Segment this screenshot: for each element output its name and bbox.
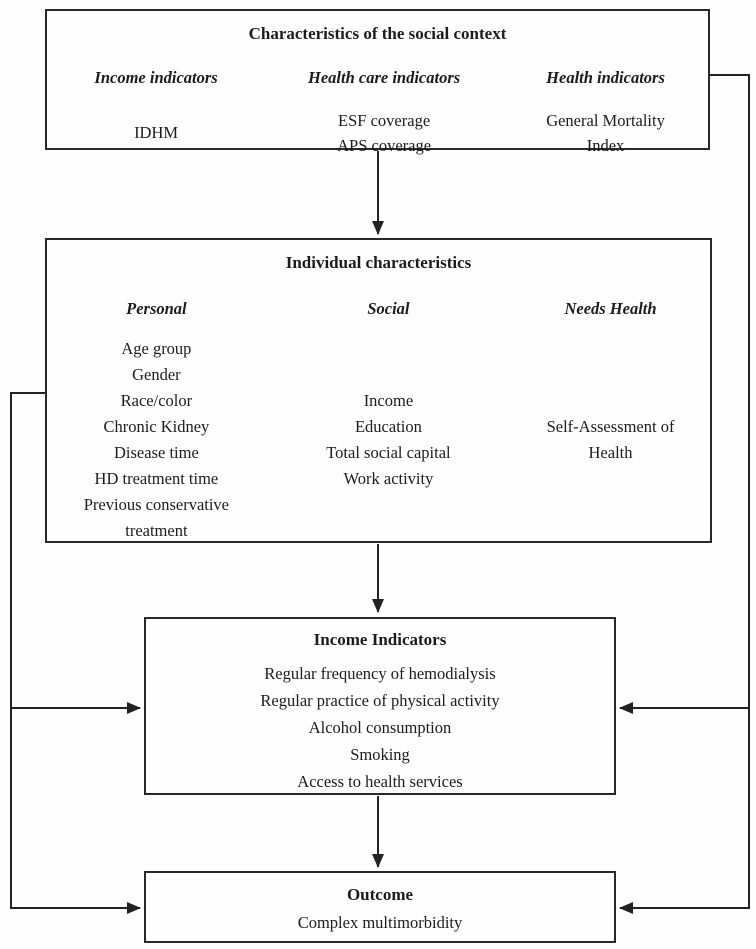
column-social xyxy=(266,297,511,544)
list-item: Chronic Kidney xyxy=(103,417,210,436)
list-item: Alcohol consumption xyxy=(308,718,452,737)
list-item: Regular frequency of hemodialysis xyxy=(264,664,496,683)
list-item: Income xyxy=(363,391,414,410)
list-item: Total social capital xyxy=(326,443,451,462)
list-item: Education xyxy=(354,417,422,436)
list-item: APS coverage xyxy=(337,136,432,155)
list-item: Previous conservative treatment xyxy=(83,495,230,540)
column-personal xyxy=(47,297,266,544)
list-item: IDHM xyxy=(134,123,179,142)
box-income-indicators-title: Income Indicators xyxy=(313,630,447,649)
list-item: Regular practice of physical activity xyxy=(260,691,500,710)
box-individual-characteristics xyxy=(45,238,712,543)
list-item: General Mortality Index xyxy=(546,111,665,155)
column-health-care-indicators xyxy=(265,66,503,158)
list-item: Complex multimorbidity xyxy=(297,913,463,932)
list-item: Race/color xyxy=(120,391,193,410)
list-item: HD treatment time xyxy=(94,469,219,488)
column-income-indicators xyxy=(47,66,265,158)
column-items xyxy=(526,108,686,158)
box-social-context-title: Characteristics of the social context xyxy=(248,24,507,43)
column-health-indicators xyxy=(503,66,708,158)
column-header: Needs Health xyxy=(564,299,657,318)
box-income-indicators xyxy=(144,617,616,795)
list-item: Work activity xyxy=(343,469,434,488)
column-items xyxy=(47,120,265,145)
column-items xyxy=(266,388,511,492)
column-header: Personal xyxy=(126,299,187,318)
social-context-columns xyxy=(47,66,708,158)
income-indicators-items xyxy=(146,660,614,795)
column-items xyxy=(59,336,254,544)
list-item: Access to health services xyxy=(297,772,463,791)
box-individual-title: Individual characteristics xyxy=(285,253,472,272)
column-header: Health care indicators xyxy=(308,68,461,87)
column-items xyxy=(526,414,696,466)
outcome-items xyxy=(146,910,614,936)
list-item: Smoking xyxy=(350,745,410,764)
column-needs-health xyxy=(511,297,710,544)
individual-columns xyxy=(47,297,710,544)
column-header: Income indicators xyxy=(94,68,218,87)
list-item: Age group xyxy=(121,339,192,358)
column-header: Health indicators xyxy=(546,68,665,87)
list-item: Self-Assessment of Health xyxy=(546,417,675,462)
list-item: Disease time xyxy=(114,443,199,462)
list-item: Gender xyxy=(132,365,181,384)
column-header: Social xyxy=(367,299,410,318)
box-social-context xyxy=(45,9,710,155)
box-outcome-title: Outcome xyxy=(346,885,414,904)
list-item: ESF coverage xyxy=(338,111,431,130)
box-outcome xyxy=(144,871,616,943)
column-items xyxy=(265,108,503,158)
